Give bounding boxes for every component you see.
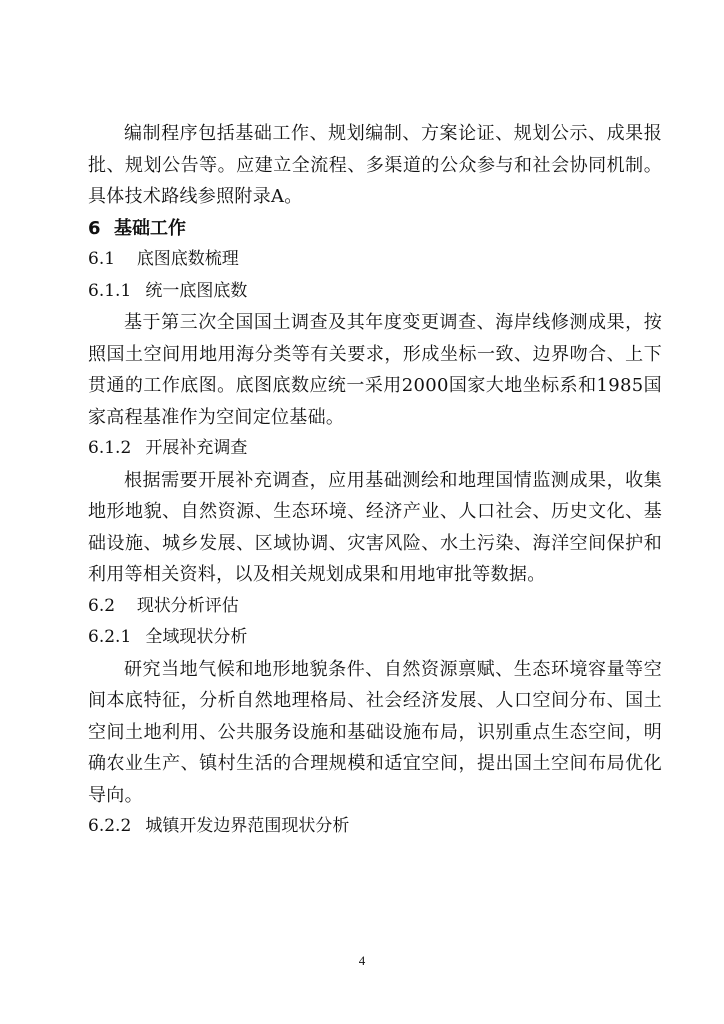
section-heading-6-2-2 <box>88 811 662 843</box>
paragraph-base-map: 基于第三次全国国土调查及其年度变更调查、海岸线修测成果，按照国土空间用地用海分类等有关要求，形成坐标一致、边界吻合、上下贯通的工作底图。底图底数应统一采用2000国家大地坐标系和1985国家高程基准作为空间定位基础。 <box>88 312 662 428</box>
section-heading-6-1-1 <box>88 276 662 308</box>
section-title: 统一底图底数 <box>145 280 248 301</box>
section-title: 底图底数梳理 <box>136 249 239 269</box>
page-content <box>88 118 662 843</box>
section-heading-6 <box>88 213 662 245</box>
section-number: 6.1.2 <box>88 438 132 458</box>
section-title: 全域现状分析 <box>145 627 248 647</box>
section-number: 6.1.1 <box>88 280 132 301</box>
paragraph-supplementary-survey: 根据需要开展补充调查，应用基础测绘和地理国情监测成果，收集地形地貌、自然资源、生态环境、经济产业、人口社会、历史文化、基础设施、城乡发展、区域协调、灾害风险、水土污染、海洋空间保护和利用等相关资料，以及相关规划成果和用地审批等数据。 <box>88 469 662 585</box>
section-number: 6.2.1 <box>88 627 132 647</box>
section-number: 6 <box>88 217 101 239</box>
section-number: 6.1 <box>88 249 116 269</box>
paragraph-procedure: 编制程序包括基础工作、规划编制、方案论证、规划公示、成果报批、规划公告等。应建立全流程、多渠道的公众参与和社会协同机制。具体技术路线参照附录A。 <box>88 123 662 207</box>
paragraph-status-analysis: 研究当地气候和地形地貌条件、自然资源禀赋、生态环境容量等空间本底特征，分析自然地理格局、社会经济发展、人口空间分布、国土空间土地利用、公共服务设施和基础设施布局，识别重点生态空间，明确农业生产、镇村生活的合理规模和适宜空间，提出国土空间布局优化导向。 <box>88 658 662 806</box>
section-title: 开展补充调查 <box>145 438 248 458</box>
section-title: 基础工作 <box>114 217 186 239</box>
section-number: 6.2.2 <box>88 816 132 836</box>
section-heading-6-1 <box>88 244 662 276</box>
section-heading-6-1-2 <box>88 433 662 465</box>
section-title: 现状分析评估 <box>136 595 239 616</box>
section-number: 6.2 <box>88 595 116 616</box>
section-heading-6-2-1 <box>88 622 662 654</box>
page-number: 4 <box>358 953 366 968</box>
section-title: 城镇开发边界范围现状分析 <box>145 816 350 836</box>
section-heading-6-2 <box>88 591 662 623</box>
